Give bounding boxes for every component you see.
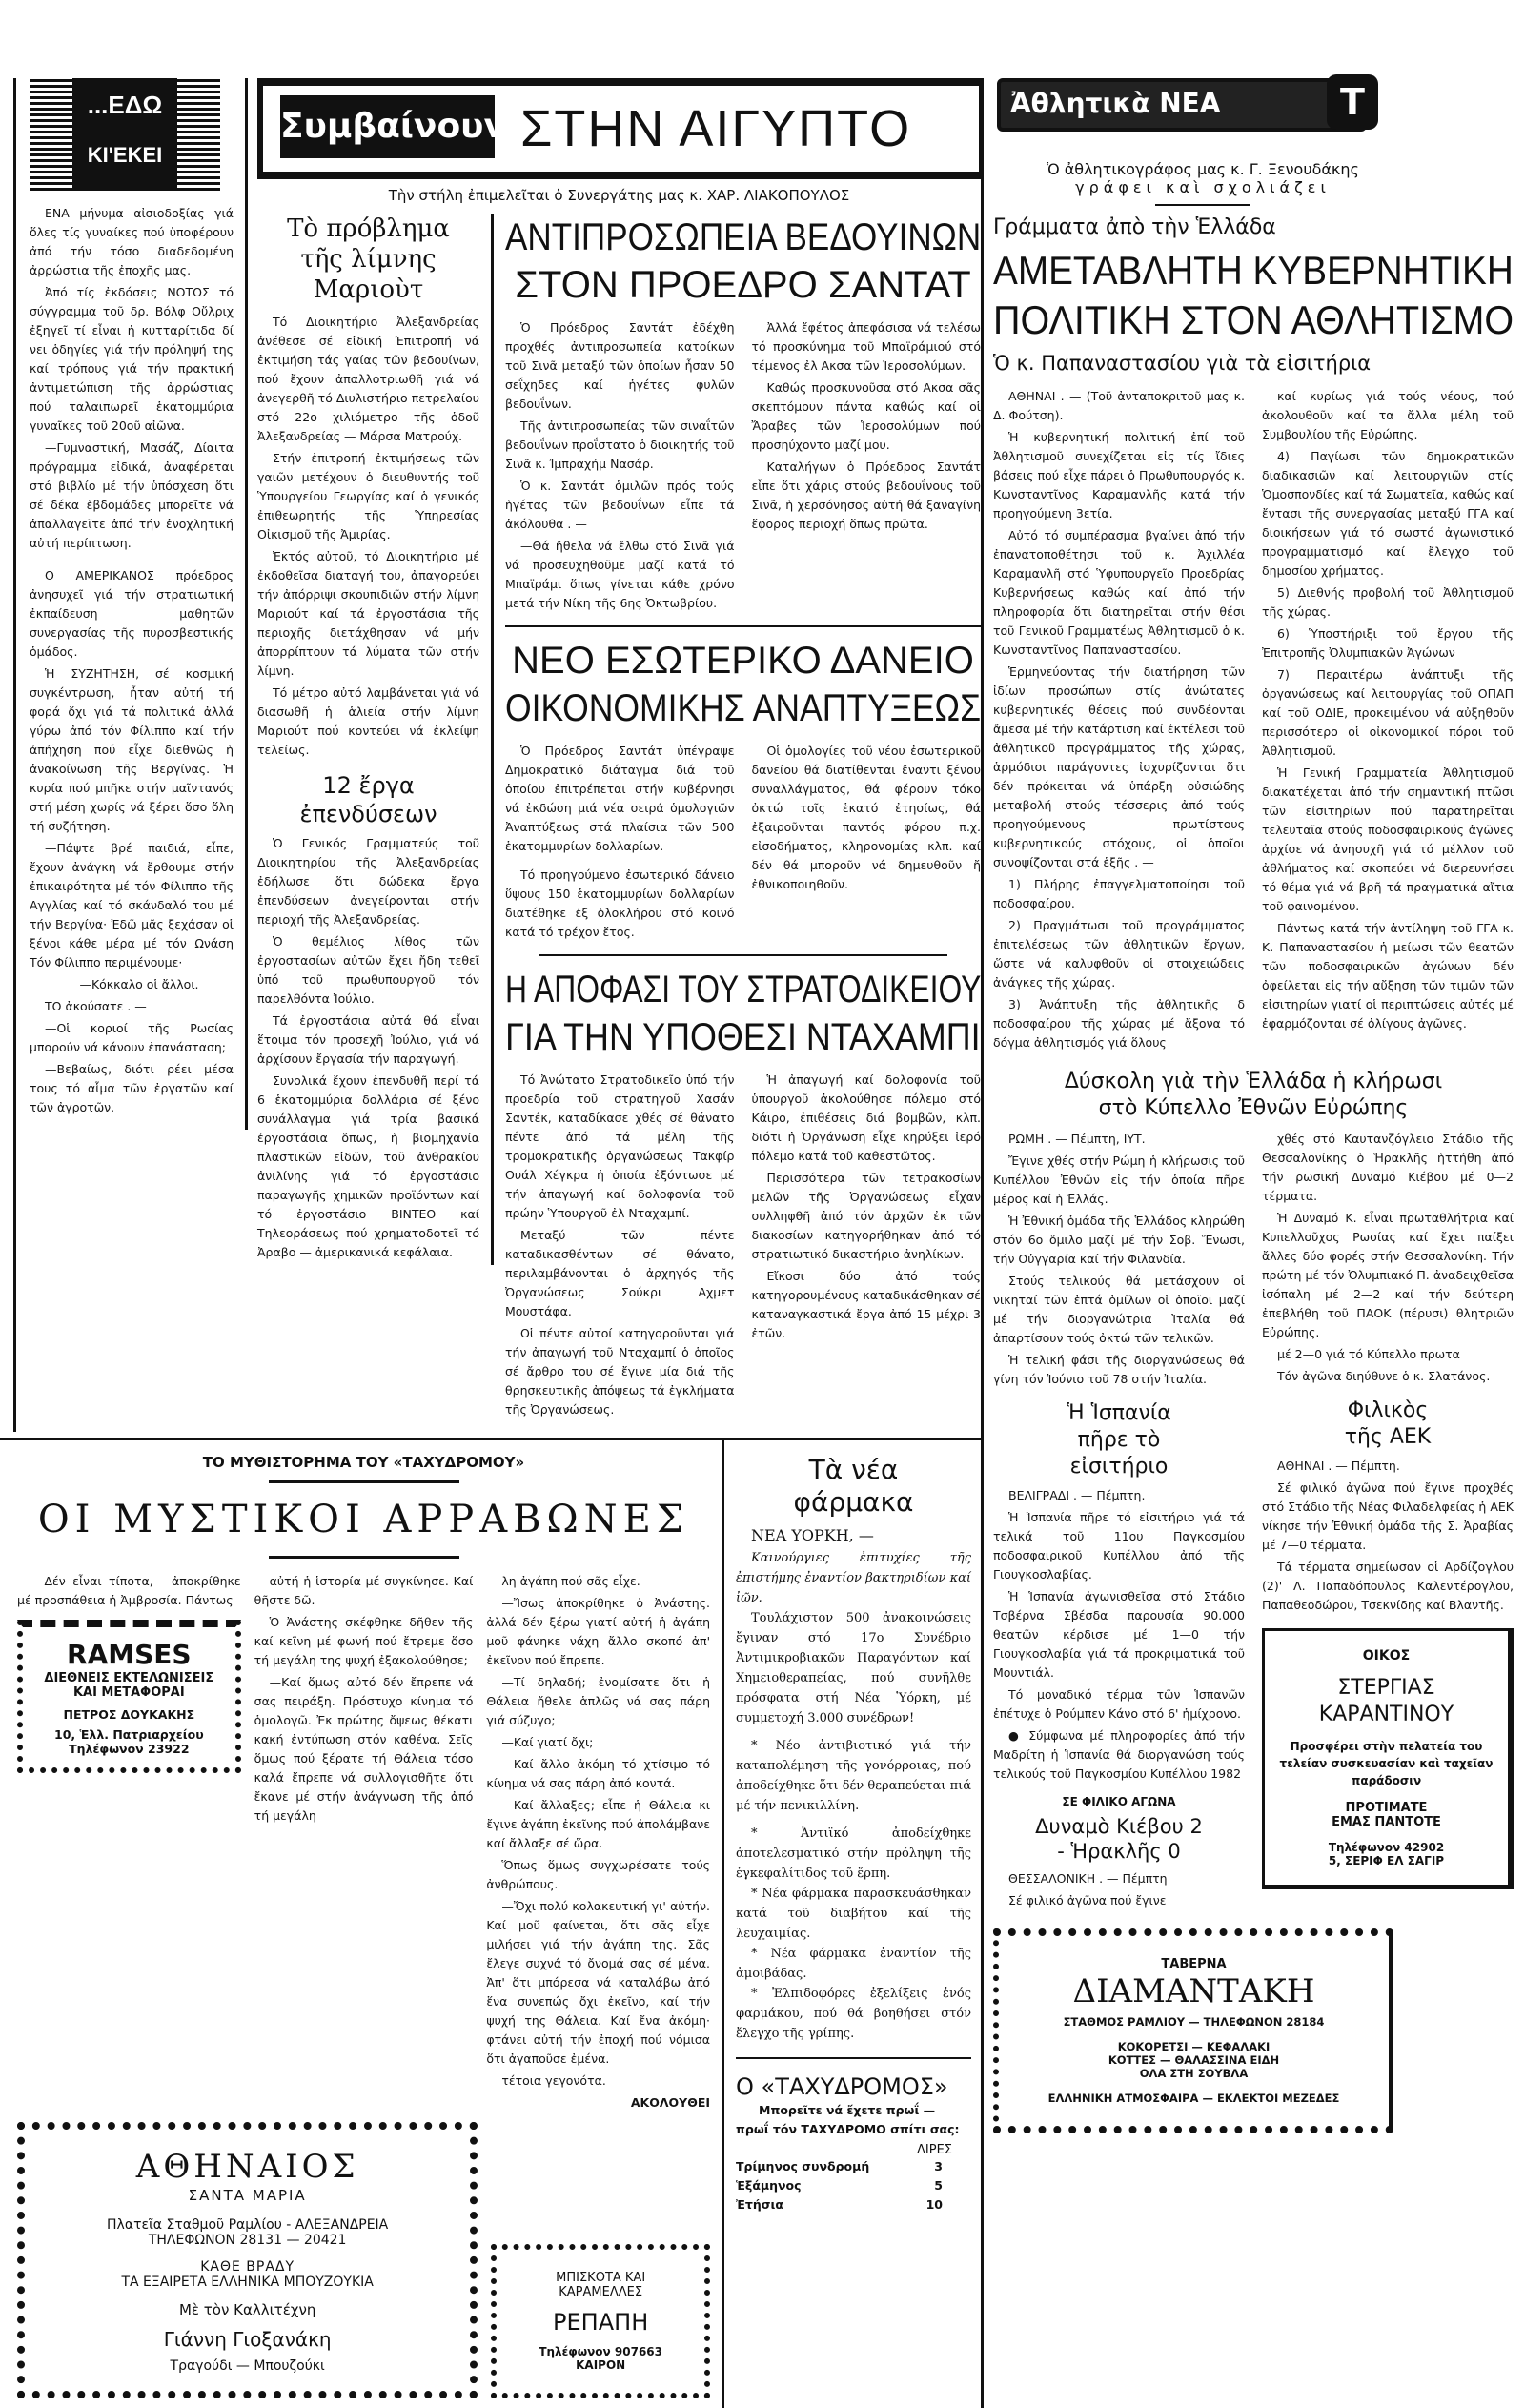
- serial-section: [0, 1440, 724, 2408]
- left-column-text: [30, 204, 234, 1117]
- repapi-line2: ΚΑΡΑΜΕΛΛΕΣ: [559, 2285, 643, 2299]
- repapi-phone: Τηλέφωνον 907663: [539, 2345, 662, 2358]
- sports-banner-title: Ἀθλητικὰ ΝΕΑ: [1010, 88, 1221, 119]
- sports-banner-badge: T: [1327, 74, 1378, 130]
- ramses-address: 10, Ἑλλ. Πατριαρχείου: [54, 1727, 204, 1742]
- court-paragraph: Εἴκοσι δύο ἀπό τούς κατηγορουμένους καταδικάσθηκαν σέ καταναγκαστικά ἔργα ἀπό 15 μέχρι 3 ἐτῶν.: [751, 1269, 981, 1340]
- left-column: [16, 78, 248, 1130]
- serial-paragraph: Ὅπως ὅμως συγχωρέσατε τούς ἀνθρώπους.: [486, 1858, 711, 1891]
- drugs-section: [724, 1440, 981, 2224]
- court-headline-line: ΓΙΑ ΤΗΝ ΥΠΟΘΕΣΙ ΝΤΑΧΑΜΠΙ: [505, 1016, 981, 1058]
- athinaios-name: ΑΘΗΝΑΙΟΣ: [135, 2148, 359, 2186]
- diamantaki-line1: ΚΟΚΟΡΕΤΣΙ — ΚΕΦΑΛΑΚΙ: [1117, 2040, 1271, 2053]
- stergias-slogan1: ΠΡΟΤΙΜΑΤΕ: [1345, 1801, 1428, 1815]
- sports-paragraph: 3) Ἀνάπτυξη τῆς ἀθλητικῆς δ ποδοσφαίρου τῆς χώρας μέ ἄξονα τό δόγμα ἀθλητισμός γιά ὅλους: [993, 997, 1245, 1050]
- left-paragraph: —Πάψτε βρέ παιδιά, εἶπε, ἔχουν ἀνάγκη νά ἔρθουμε στήν ἐπικαιρότητα μέ τόν Φίλιππο τῆς Αγγλίας καί τό σκάνδαλό του μέ τήν Βεργίνα· Ἐδῶ μᾶς ξεχάσαν οἱ ξένοι κάθε μέρα μέ τόν Ωνάση Τόν Φίλιππο περιμένουμε·: [30, 841, 234, 969]
- sports-paragraph: καί κυρίως γιά τούς νέους, πού ἀκολουθοῦν καί τα ἄλλα μέλη τοῦ Συμβουλίου τῆς Εὐρώπης.: [1262, 389, 1514, 441]
- spain-headline: [993, 1400, 1245, 1480]
- euro-paragraph: Ἡ Ἐθνική ὁμάδα τῆς Ἑλλάδος κληρώθη στόν 6ο ὅμιλο μαζί μέ τήν Σοβ. Ἕνωσι, τήν Οὐγγαρία καί τήν Φιλανδία.: [993, 1214, 1245, 1266]
- euro-headline-line: στὸ Κύπελλο Ἐθνῶν Εὐρώπης: [1098, 1096, 1409, 1120]
- section-rule: [269, 1556, 459, 1559]
- investments-paragraph: Ὁ Γενικός Γραμματεύς τοῦ Διοικητηρίου τῆς Ἀλεξανδρείας ἐδήλωσε ὅτι δώδεκα ἔργα ἐπενδύσεων ἀνεγείρονται στήν περιοχή τῆς Ἀλεξανδρείας.: [257, 836, 479, 927]
- symvainoun-badge: Συμβαίνουν: [280, 95, 495, 158]
- aek-headline-line: Φιλικὸς: [1347, 1398, 1429, 1422]
- court-paragraph: Μεταξύ τῶν πέντε καταδικασθέντων σέ θάνατο, περιλαμβάνονται ὁ ἀρχηγός τῆς Ὀργανώσεως Σούκρι Αχμετ Μουστάφα.: [505, 1228, 735, 1318]
- aek-headline-line: τῆς ΑΕΚ: [1344, 1425, 1432, 1449]
- euro-paragraph: Ἡ τελική φάσι τῆς διοργανώσεως θά γίνη τόν Ἰούνιο τοῦ 78 στήν Ἰταλία.: [993, 1353, 1245, 1386]
- ramses-name: RAMSES: [67, 1639, 192, 1670]
- drugs-paragraph: * Ἀντιϊκό ἀποδείχθηκε ἀποτελεσματικό στήν πρόληψη τῆς ἐγκεφαλίτιδος τοῦ ἕρπη.: [736, 1826, 971, 1881]
- sports-col1: [993, 387, 1245, 1055]
- loan-headline-line: ΟΙΚΟΝΟΜΙΚΗΣ ΑΝΑΠΤΥΞΕΩΣ: [505, 687, 981, 729]
- loan-paragraph: Ὁ Πρόεδρος Σαντάτ ὑπέγραψε Δημοκρατικό διάταγμα διά τοῦ ὁποίου ἐπιτρέπεται στήν κυβέρνησι νά ἐκδώση μιά νέα σειρά ὁμολογιῶν Ἀναπτύξεως στά πλαίσια τῶν 500 ἑκατομμυρίων δολλαρίων.: [505, 744, 735, 853]
- bedouins-paragraph: Ὁ Πρόεδρος Σαντάτ ἐδέχθη προχθές ἀντιπροσωπεία κατοίκων τοῦ Σινᾶ μεταξύ τῶν ὁποίων ἦσαν 50 σεΐχηδες καί ἡγέτες φυλῶν βεδουΐνων.: [505, 320, 735, 411]
- stergias-ad: [1262, 1628, 1514, 1889]
- diamantaki-line3: ΟΛΑ ΣΤΗ ΣΟΥΒΛΑ: [1139, 2067, 1249, 2080]
- serial-ads: [17, 2122, 710, 2398]
- edo-kiekei-logo: [30, 78, 220, 191]
- egypt-title: ΣΤΗΝ ΑΙΓΥΠΤΟ: [520, 100, 912, 157]
- athinaios-line2: ΤΑ ΕΞΑΙΡΕΤΑ ΕΛΛΗΝΙΚΑ ΜΠΟΥΖΟΥΚΙΑ: [121, 2275, 374, 2290]
- dynamo-paragraph: ΘΕΣΣΑΛΟΝΙΚΗ . — Πέμπτη: [1008, 1871, 1168, 1886]
- euro-paragraph: ΡΩΜΗ . — Πέμπτη, ΙΥΤ.: [1008, 1132, 1146, 1146]
- serial-paragraph: —Καί ὅμως αὐτό δέν ἔπρεπε νά σας πειράξη. Πρόστυχο κίνημα τό ὁμολογῶ. Ἐκ πρώτης ὄψεως θέκατι κακή ἐντύπωση στόν καθένα. Σεῖς ὅμως πού ξέρατε τή Θάλεια τόσο καλά ἔπρεπε νά συλλογισθῆτε ὅτι ἔκανε μέ στήν ἀνάγνωση τῆς ἀπό τή μεγάλη: [254, 1675, 474, 1823]
- sports-section-label: Γράμματα ἀπὸ τὴν Ἑλλάδα: [993, 215, 1276, 239]
- serial-paragraph: τέτοια γεγονότα.: [501, 2073, 606, 2088]
- serial-title: ΟΙ ΜΥΣΤΙΚΟΙ ΑΡΡΑΒΩΝΕΣ: [37, 1498, 690, 1541]
- spain-headline-line: Ἡ Ἱσπανία: [1067, 1401, 1171, 1425]
- repapi-ad: [491, 2244, 710, 2398]
- egypt-left-column: [257, 214, 494, 1265]
- section-rule: [505, 625, 981, 627]
- athinaios-artist: Γιάννη Γιοξανάκη: [163, 2328, 332, 2351]
- spain-paragraph: ● Σύμφωνα μέ πληροφορίες ἀπό τήν Μαδρίτη ἡ Ἱσπανία θά διοργανώση τούς τελικούς τοῦ Παγκοσμίου Κυπέλλου 1982: [993, 1728, 1245, 1781]
- egypt-articles: [257, 214, 981, 1422]
- drugs-dateline: ΝΕΑ ΥΟΡΚΗ, —: [751, 1526, 874, 1544]
- dynamo-paragraph: Σέ φιλικό ἀγῶνα πού ἔγινε: [1008, 1893, 1167, 1908]
- dynamo-headline-line: - Ἡρακλῆς 0: [1057, 1840, 1181, 1863]
- lake-headline-line: Μαριοὺτ: [313, 275, 424, 304]
- loan-paragraph: Τό προηγούμενο ἐσωτερικό δάνειο ὕψους 150 ἑκατομμυρίων δολλαρίων διατέθηκε ἐξ ὁλοκλήρου στό κοινό κατά τό τρέχον ἔτος.: [505, 867, 735, 939]
- left-middle-area: [0, 78, 984, 2408]
- section-rule: [736, 2057, 971, 2059]
- bedouins-headline: [505, 214, 981, 309]
- investments-headline: [257, 771, 479, 828]
- court-paragraph: Οἱ πέντε αὐτοί κατηγοροῦνται γιά τήν ἀπαγωγή τοῦ Νταχαμπί ὁ ὁποῖος σέ ἄρθρο του σέ ἔγινε μία διά τῆς θρησκευτικῆς ἀπόψεως τά ἐγκλήματα τῆς Ὀργανώσεως.: [505, 1326, 735, 1417]
- spain-headline-line: πῆρε τὸ: [1077, 1428, 1161, 1452]
- drugs-paragraph: Τουλάχιστον 500 ἀνακοινώσεις ἔγιναν στό 17ο Συνέδριο Ἀντιμικροβιακῶν Παραγόντων καί Χημειοθεραπείας, πού συνῆλθε πρόσφατα στή Νέα Ὑόρκη, μέ συμμετοχή 3.000 συνέδρων!: [736, 1611, 971, 1725]
- left-paragraph: ΤΟ ἀκούσατε . —: [45, 999, 147, 1013]
- euro-body: [993, 1130, 1514, 1913]
- investments-paragraph: Ὁ θεμέλιος λίθος τῶν ἐργοστασίων αὐτῶν ἔχει ἤδη τεθεῖ ὑπό τοῦ πρωθυπουργοῦ τόν παρελθόντα Ἰούλιο.: [257, 934, 479, 1006]
- court-paragraph: Ἡ ἀπαγωγή καί δολοφονία τοῦ ὑπουργοῦ ἀκολούθησε πόλεμο στό Κάιρο, ἐπιθέσεις διά βομβῶν, κλπ. διότι ἡ Ὀργάνωση εἶχε κηρύξει ἱερό πόλεμο κατά τοῦ καθεστῶτος.: [751, 1072, 981, 1163]
- repapi-city: ΚΑΙΡΟΝ: [576, 2358, 626, 2372]
- court-paragraph: Περισσότερα τῶν τετρακοσίων μελῶν τῆς Ὀργανώσεως εἶχαν συλληφθῆ ἀπό τόν ἀρχῶν ἐκ τῶν διακοσίων κατηγορήθηκαν ἀπό τό στρατιωτικό δικαστήριο ἀνηλίκων.: [751, 1171, 981, 1261]
- stergias-slogan2: ΕΜΑΣ ΠΑΝΤΟΤΕ: [1332, 1815, 1441, 1829]
- loan-body: [505, 742, 981, 945]
- aek-paragraph: Τά τέρματα σημείωσαν οἱ Αρδίζογλου (2)' Λ. Παπαδόπουλος Καλεντέρογλου, Παπαθεοδώρου, Τσεκνίδης καί Βλαντῆς.: [1262, 1560, 1514, 1612]
- athinaios-ad: [17, 2122, 478, 2398]
- athinaios-phone: ΤΗΛΕΦΩΝΟΝ 28131 — 20421: [148, 2233, 347, 2248]
- lake-paragraph: Ἐκτός αὐτοῦ, τό Διοικητήριο μέ ἐκδοθεῖσα διαταγή του, ἀπαγορεύει τήν ἀπόρριψι σκουπιδιῶν στήν λίμνη Μαριούτ καί τά ἐργοστάσια τῆς περιοχῆς διετάχθησαν νά μήν ἀπορρίπτουν τά λύματα τῶν στήν λίμνη.: [257, 549, 479, 678]
- court-body-col2: [752, 1071, 982, 1422]
- repapi-line1: ΜΠΙΣΚΟΤΑ ΚΑΙ: [556, 2271, 646, 2285]
- stergias-kicker: ΟΙΚΟΣ: [1362, 1648, 1411, 1663]
- spain-paragraph: Ἡ Ἱσπανία ἀγωνισθεῖσα στό Στάδιο Τσβέρνα Σβέσδα παρουσία 90.000 θεατῶν κέρδισε μέ 1—0 τήν Γιουγκοσλαβία γιά τά προκριματικά τοῦ Μουντιάλ.: [993, 1589, 1245, 1680]
- euro-paragraph: Ἔγινε χθές στήν Ρώμη ἡ κλήρωσις τοῦ Κυπέλλου Ἐθνῶν εἰς τήν ὁποία πῆρε μέρος καί ἡ Ἑλλάς.: [993, 1153, 1245, 1206]
- sports-subhead: Ὁ κ. Παπαναστασίου γιὰ τὰ εἰσιτήρια: [993, 352, 1372, 375]
- ramses-line2: ΚΑΙ ΜΕΤΑΦΟΡΑΙ: [72, 1685, 185, 1700]
- logo-line2: ΚΙ'ΕΚΕΙ: [87, 143, 163, 167]
- taxydromos-rates: [736, 2157, 971, 2214]
- sports-byline1: Ὁ ἀθλητικογράφος μας κ. Γ. Ξενουδάκης: [1047, 160, 1359, 178]
- drugs-paragraph: * Ἐλπιδοφόρες ἐξελίξεις ἑνός φαρμάκου, πού θά βοηθήσει στόν ἔλεγχο τῆς γρίπης.: [736, 1987, 971, 2041]
- loan-headline-line: ΝΕΟ ΕΣΩΤΕΡΙΚΟ ΔΑΝΕΙΟ: [512, 640, 974, 682]
- ramses-phone: Τηλέφωνον 23922: [69, 1742, 190, 1756]
- section-rule: [539, 954, 947, 956]
- bedouins-body-col2: [752, 318, 982, 616]
- sports-headline: [993, 246, 1514, 345]
- sports-headline-line: ΠΟΛΙΤΙΚΗ ΣΤΟΝ ΑΘΛΗΤΙΣΜΟ: [993, 297, 1514, 342]
- sports-col2: [1262, 387, 1514, 1055]
- euro-paragraph: Ἡ Δυναμό Κ. εἶναι πρωταθλήτρια καί Κυπελλοῦχος Ρωσίας καί ἔχει παίξει ἄλλες δύο φορές στήν Θεσσαλονίκη. Τήν πρώτη μέ τόν Ὀλυμπιακό Π. ἀναδειχθεῖσα ἰσόπαλη μέ 2—2 καί τήν δεύτερη ἐπεβλήθη τοῦ ΠΑΟΚ (πέρυσι) θλητριῶν Εὐρώπης.: [1262, 1211, 1514, 1339]
- left-paragraph: —Κόκκαλο οἱ ἄλλοι.: [79, 977, 199, 991]
- friendly-label: ΣΕ ΦΙΛΙΚΟ ΑΓΩΝΑ: [1062, 1795, 1176, 1808]
- bedouins-headline-line: ΑΝΤΙΠΡΟΣΩΠΕΙΑ ΒΕΔΟΥΙΝΩΝ: [505, 216, 981, 258]
- serial-paragraph: —Καί ἄλλο ἀκόμη τό χτίσιμο τό κίνημα νά σας πάρη ἀπό κοντά.: [486, 1757, 711, 1790]
- euro-right: [1262, 1130, 1514, 1913]
- lake-body: [257, 313, 479, 760]
- investments-paragraph: Συνολικά ἔχουν ἐπενδυθῆ περί τά 6 ἑκατομμύρια δολλάρια σέ ξένο συνάλλαγμα γιά τρία βασικά ἐργοστάσια ὅπως, ἡ βιομηχανία πλαστικῶν εἰδῶν, τοῦ ἀνθρακίου ἀνιλίνης γιά τό ἐργοστάσιο παραγωγῆς χημικῶν προϊόντων καί τό ἐργοστάσιο ΒΙΝΤΕΟ καί Τηλεοράσεως πού χρηματοδοτεῖ τό Ἀραβο — ἀμερικανικά κεφάλαια.: [257, 1073, 479, 1259]
- euro-col2: [1262, 1130, 1514, 1386]
- stergias-text: Προσφέρει στὴν πελατεία του τελείαν συσκευασίαν καὶ ταχεῖαν παράδοσιν: [1279, 1740, 1494, 1787]
- sports-paragraph: 6) Ὑποστήριξι τοῦ ἔργου τῆς Ἐπιτροπῆς Ὀλυμπιακῶν Ἀγώνων: [1262, 626, 1514, 660]
- diamantaki-line2: ΚΟΤΤΕΣ — ΘΑΛΑΣΣΙΝΑ ΕΙΔΗ: [1108, 2053, 1280, 2067]
- serial-col3: [486, 1572, 710, 2112]
- sports-paragraph: 4) Παγίωσι τῶν δημοκρατικῶν διαδικασιῶν καί λειτουργιῶν στίς Ὁμοσπονδίες καί τά Σωματεῖα, καθώς καί ἔντασι τῆς συνεργασίας μεταξύ ΓΓΑ καί διοικήσεων γιά τό σωστό ἀγωνιστικό προγραμματισμό καί ἔλεγχο τοῦ δημοσίου χρήματος.: [1262, 449, 1514, 578]
- euro-paragraph: μέ 2—0 γιά τό Κύπελλο πρωτα: [1277, 1347, 1460, 1361]
- investments-paragraph: Τά ἐργοστάσια αὐτά θά εἶναι ἕτοιμα τόν προσεχῆ Ἰούλιο, γιά νά ἀρχίσουν ἔργασία τήν παραγωγή.: [257, 1013, 479, 1066]
- serial-paragraph: Ὁ Ἀνάστης σκέφθηκε δῆθεν τῆς καί κεῖνη μέ φωνή πού ἔτρεμε ὅσο τή μεγάλη της ψυχή ἐξακολούθησε;: [254, 1615, 474, 1667]
- section-rule: [269, 1480, 459, 1483]
- drugs-paragraph: * Νέο ἀντιβιοτικό γιά τήν καταπολέμηση τῆς γονόρροιας, πού ἀποδείχθηκε ὅτι δέν θεραπεύεται πιά μέ τήν πενικιλλίνη.: [736, 1739, 971, 1813]
- aek-paragraph: ΑΘΗΝΑΙ . — Πέμπτη.: [1277, 1459, 1400, 1473]
- athinaios-address: Πλατεῖα Σταθμοῦ Ραμλίου - ΑΛΕΞΑΝΔΡΕΙΑ: [107, 2217, 389, 2233]
- sports-paragraph: Ἑρμηνεύοντας τήν διατήρηση τῶν ἰδίων προσώπων στίς ἀνώτατες κυβερνητικές θέσεις πού συνδέονται ἄμεσα μέ τήν κατάρτιση καί ἐκτέλεσι τοῦ ἀθλητικοῦ προγράμματος τῆς χώρας, ἁρμόδιοι παράγοντες ἰσχυρίζονται ὅτι δέν πρόκειται νά ὑπάρξη οὐσιώδης μεταβολή στούς τέσσερις ἀπό τούς προηγούμενους πρωτίστους κυβερνητικούς στόχους, οἱ ὁποῖοι συνοψίζονται στά ἑξῆς . —: [993, 664, 1245, 869]
- drugs-body: [736, 1548, 971, 2044]
- taxydromos-text: Μπορεῖτε νά ἔχετε πρωΐ — πρωΐ τόν ΤΑΧΥΔΡΟΜΟ σπίτι σας:: [736, 2103, 960, 2136]
- serial-kicker: ΤΟ ΜΥΘΙΣΤΟΡΗΜΑ ΤΟΥ «ΤΑΧΥΔΡΟΜΟΥ»: [202, 1454, 525, 1471]
- spain-paragraph: ΒΕΛΙΓΡΑΔΙ . — Πέμπτη.: [1008, 1488, 1146, 1502]
- ramses-owner: ΠΕΤΡΟΣ ΔΟΥΚΑΚΗΣ: [63, 1707, 195, 1722]
- sports-paragraph: Αὐτό τό συμπέρασμα βγαίνει ἀπό τήν ἐπανατοποθέτησι τοῦ κ. Ἀχιλλέα Καραμανλῆ στό Ὑφυπουργεῖο Προεδρίας Κυβερνήσεως καθώς καί ἀπό τήν πληροφορία ὅτι διατηρεῖται στήν θέσι τοῦ Γενικοῦ Γραμματέως Ἀθλητισμοῦ ὁ κ. Κωνσταντῖνος Παπαναστασίου.: [993, 528, 1245, 657]
- bedouins-paragraph: Ἀλλά ἔφέτος ἀπεφάσισα νά τελέσω τό προσκύνημα τοῦ Μπαϊράμιού στό τέμενος ἐλ Ακσα τῶν Ἱεροσολύμων.: [751, 320, 981, 373]
- court-body: [505, 1071, 981, 1422]
- egypt-masthead: [257, 78, 981, 179]
- sports-byline2: γράφει καὶ σχολιάζει: [1075, 178, 1331, 196]
- lake-paragraph: Τό μέτρο αὐτό λαμβάνεται γιά νά διασωθῆ ἡ ἁλιεία στήν λίμνη Μαριούτ πού κοντεύει νά ἐκλείψη τελείως.: [257, 685, 479, 757]
- euro-left: [993, 1130, 1245, 1913]
- diamantaki-kicker: ΤΑΒΕΡΝΑ: [1161, 1957, 1227, 1971]
- serial-paragraph: —Δέν εἶναι τίποτα, - ἀποκρίθηκε μέ προσπάθεια ἡ Ἀμβροσία. Πάντως: [17, 1574, 241, 1607]
- serial-paragraph: —Ἴσως ἀποκρίθηκε ὁ Ἀνάστης. ἀλλά δέν ξέρω γιατί αὐτή ἡ ἀγάπη μοῦ φάνηκε νάχη ἄλλο σκοπό ἀπ' ἐκεῖνον πού ἔπρεπε.: [486, 1596, 711, 1667]
- diamantaki-ad: [993, 1928, 1393, 2133]
- bedouins-headline-line: ΣΤΟΝ ΠΡΟΕΔΡΟ ΣΑΝΤΑΤ: [515, 264, 971, 306]
- lake-headline: [257, 214, 479, 305]
- athinaios-with: Μὲ τὸν Καλλιτέχνη: [178, 2301, 316, 2318]
- sports-banner: [997, 78, 1367, 132]
- bottom-section: [0, 1438, 981, 2408]
- bedouins-paragraph: Καταλήγων ὁ Πρόεδρος Σαντάτ εἶπε ὅτι χάρις στούς βεδουΐνους τοῦ Σινᾶ, ἡ χερσόνησος αὐτή θά ξαναγίνη ἔφορος περιοχή ὅπως πρῶτα.: [751, 459, 981, 531]
- diamantaki-footer: ΕΛΛΗΝΙΚΗ ΑΤΜΟΣΦΑΙΡΑ — ΕΚΛΕΚΤΟΙ ΜΕΖΕΔΕΣ: [1047, 2092, 1340, 2105]
- drugs-headline: [736, 1454, 971, 1519]
- loan-paragraph: Οἱ ὁμολογίες τοῦ νέου ἐσωτερικοῦ δανείου θά διατίθενται ἔναντι ξένου συναλλάγματος, θά φέρουν τόκο ὀκτώ τοῖς ἑκατό ἐτησίως, θά ἐξαιροῦνται παντός φόρου π.χ. εἰσοδήματος, κληρονομίας κλπ. καί δέν θά μποροῦν νά δημευθοῦν ἤ ἐθνικοποιηθοῦν.: [751, 744, 981, 891]
- left-paragraph: —Βεβαίως, διότι ρέει μέσα τους τό αἷμα τῶν ἐργατῶν καί τῶν ἀγροτῶν.: [30, 1062, 234, 1114]
- rate-row: [736, 2176, 943, 2195]
- court-headline: [505, 966, 981, 1061]
- serial-col1: [17, 1572, 241, 1610]
- bedouins-paragraph: Καθώς προσκυνοῦσα στό Ακσα σᾶς σκεπτόμουν πάντα καθώς καί οἱ Ἄραβες τῶν Ἱεροσολύμων πού προσηύχοντο μαζί μου.: [751, 380, 981, 452]
- left-paragraph: —Οἱ κοριοί τῆς Ρωσίας μπορούν νά κάνουν ἐπανάσταση;: [30, 1021, 234, 1054]
- sports-paragraph: Πάντως κατά τήν ἀντίληψη τοῦ ΓΓΑ κ. Κ. Παπαναστασίου ἡ μείωσι τῶν θεατῶν τῶν ποδοσφαιρικῶν ἀγώνων δέν ὀφείλεται εἰς τήν αὔξηση τῶν τιμῶν τῶν εἰσιτηρίων γιατί οἱ περιπτώσεις αὐτές μέ ἐφαρμόζονται σέ ὀλίγους ἀγῶνες.: [1262, 921, 1514, 1031]
- serial-paragraph: —Ὄχι πολύ κολακευτική γι' αὐτήν. Καί μοῦ φαίνεται, ὅτι σᾶς εἶχε μιλήσει γιά τήν ἀγάπη της. Σᾶς ἔλεγε συχνά τό ὄνομά σας σέ μένα. Ἀπ' ὅτι μπόρεσα νά καταλάβω ἀπό ἕνα συνεπώς ὄχι ἐκεῖνο, καί τήν ψυχή της Θάλεια. Καί ἔνα ἀκόμη· φτάνει αὐτή τήν ἐποχή πού νόμισα ὅτι ἀγαποῦσε ἐμένα.: [486, 1899, 711, 2066]
- egypt-byline: Τὴν στήλη ἐπιμελεῖται ὁ Συνεργάτης μας κ. ΧΑΡ. ΛΙΑΚΟΠΟΥΛΟΣ: [388, 187, 850, 204]
- section-rule: [1155, 204, 1250, 206]
- bedouins-paragraph: Τῆς ἀντιπροσωπείας τῶν σιναΐτῶν βεδουΐνων προΐστατο ὁ διοικητής τοῦ Σινᾶ κ. Ἰμπραχήμ Νασάρ.: [505, 418, 735, 471]
- lake-headline-line: τῆς λίμνης: [300, 245, 437, 274]
- left-paragraph: Ο ΑΜΕΡΙΚΑΝΟΣ πρόεδρος ἀνησυχεῖ γιά τήν στρατιωτική ἐκπαίδευση μαθητῶν συνεργασίας τῆς πυροσβεστικής ὁμάδος.: [30, 568, 234, 659]
- ramses-line1: ΔΙΕΘΝΕΙΣ ΕΚΤΕΛΩΝΙΣΕΙΣ: [44, 1671, 214, 1685]
- sports-body: [993, 387, 1514, 1055]
- serial-col1-area: [17, 1572, 241, 1788]
- ramses-ad: [17, 1620, 241, 1773]
- euro-headline-line: Δύσκολη γιὰ τὴν Ἑλλάδα ἡ κλήρωσι: [1064, 1070, 1443, 1093]
- left-paragraph: Ἡ ΣΥΖΗΤΗΣΗ, σέ κοσμική συγκέντρωση, ἦταν αὐτή τή φορά ὄχι γιά τά πολιτικά ἀλλά γύρω ἀπό τόν Φίλιππο καί τήν ἀπήχηση πού εἶχε διεθνῶς ἡ ἀνακοίνωση τῆς Βεργίνας. Ἡ κυρία πού μπῆκε στήν μαῖντανός στή μέση χωρίς νά ξέρει ὅσο ὅλη τή συζήτηση.: [30, 666, 234, 833]
- athinaios-line1: ΚΑΘΕ ΒΡΑΔΥ: [200, 2259, 295, 2275]
- taxydromos-currency: ΛΙΡΕΣ: [917, 2143, 952, 2157]
- stergias-name2: ΚΑΡΑΝΤΙΝΟΥ: [1318, 1703, 1454, 1726]
- spain-paragraph: Ἡ Ἱσπανία πῆρε τό εἰσιτήριο γιά τά τελικά τοῦ 11ου Παγκοσμίου ποδοσφαιρικοῦ Κυπέλλου ἀπό τῆς Γιουγκοσλαβίας.: [993, 1510, 1245, 1582]
- court-body-col1: [505, 1071, 735, 1422]
- sports-headline-line: ΑΜΕΤΑΒΛΗΤΗ ΚΥΒΕΡΝΗΤΙΚΗ: [993, 248, 1514, 293]
- serial-columns: [17, 1572, 710, 2112]
- bedouins-paragraph: Ὁ κ. Σαντάτ ὁμιλῶν πρός τούς ἡγέτας τῶν βεδουΐνων εἶπε τά ἀκόλουθα . —: [505, 479, 735, 531]
- aek-body: [1262, 1457, 1514, 1615]
- loan-body-col1: [505, 742, 735, 945]
- serial-paragraph: —Τί δηλαδή; ἐνομίσατε ὅτι ἡ Θάλεια ἤθελε ἁπλῶς νά σας πάρη γιά σύζυγο;: [486, 1675, 711, 1727]
- rate-value: 5: [934, 2178, 943, 2193]
- serial-paragraph: —Καί γιατί ὄχι;: [501, 1735, 594, 1749]
- aek-paragraph: Σέ φιλικό ἀγῶνα πού ἔγινε προχθές στό Στάδιο τῆς Νέας Φιλαδελφείας ἡ ΑΕΚ νίκησε τήν Ἐθνική ὁμάδα τῆς Σ. Ἀραβίας μέ 7—0 τέρματα.: [1262, 1480, 1514, 1552]
- bedouins-body: [505, 318, 981, 616]
- page-grid: [0, 78, 1525, 2408]
- court-headline-line: Η ΑΠΟΦΑΣΙ ΤΟΥ ΣΤΡΑΤΟΔΙΚΕΙΟΥ: [505, 969, 981, 1010]
- sports-paragraph: Ἡ Γενική Γραμματεία Ἀθλητισμοῦ διακατέχεται ἀπό τήν σημαντική πτῶσι τῶν εἰσιτηρίων πού παρατηρεῖται τελευταῖα στούς ποδοσφαιρικούς ἀγῶνες ἀρχίσε νά ἀνησυχῆ γιά τό μέλλον τοῦ ἀθλήματος καί σκοπεύει νά διερευνήσει τό θέμα γιά νά βρῆ τά πραγματικά αἴτια τοῦ φαινομένου.: [1262, 765, 1514, 913]
- dynamo-headline-line: Δυναμὸ Κιέβου 2: [1035, 1815, 1203, 1838]
- athinaios-subtitle: ΣΑΝΤΑ ΜΑΡΙΑ: [188, 2187, 307, 2204]
- stergias-address: 5, ΣΕΡΙΦ ΕΛ ΣΑΓΙΡ: [1328, 1854, 1445, 1867]
- stergias-name1: ΣΤΕΡΓΙΑΣ: [1337, 1676, 1435, 1700]
- serial-col2: [254, 1572, 474, 1828]
- top-section: [13, 78, 981, 1432]
- left-paragraph: Ἀπό τίς ἐκδόσεις ΝΟΤΟΣ τό σύγγραμμα τοῦ δρ. Βόλφ Οὔλριχ ἐξηγεῖ τί εἶναι ἡ κυτταρίτιδα δί νει ὁδηγίες γιά τήν πρόληψή της καί τρόπους γιά τήν πρακτική ἀντιμετώπιση τῆς ἀρρώστιας πού ταλαιπωρεῖ ἑκατομμύρια γυναῖκες τοῦ 20οῦ αἰῶνα.: [30, 285, 234, 433]
- euro-col1: [993, 1130, 1245, 1389]
- investments-headline-line: 12 ἔργα: [322, 772, 415, 799]
- serial-paragraph: αὐτή ἡ ἱστορία μέ συγκίνησε. Καί θῆστε δῶ.: [254, 1574, 474, 1607]
- spain-paragraph: Τό μοναδικό τέρμα τῶν Ἱσπανῶν ἐπέτυχε ὁ Ρούμπεν Κάνο στό 6' ἡμίχρονο.: [993, 1687, 1245, 1721]
- investments-body: [257, 834, 479, 1262]
- sports-paragraph: 1) Πλήρης ἐπαγγελματοποίησι τοῦ ποδοσφαίρου.: [993, 877, 1245, 910]
- athinaios-genre: Τραγούδι — Μπουζούκι: [170, 2358, 325, 2374]
- stergias-phone: Τηλέφωνον 42902: [1328, 1841, 1445, 1854]
- loan-headline: [505, 637, 981, 732]
- sports-paragraph: Ἡ κυβερνητική πολιτική ἐπί τοῦ Ἀθλητισμοῦ συνεχίζεται εἰς τίς ἴδιες βάσεις πού εἶχε πάρει ὁ Πρωθυπουργός κ. Κωνσταντῖνος Καραμανλῆς κατά τήν προηγούμενη 3ετία.: [993, 430, 1245, 520]
- rate-label: Ἑξάμηνος: [736, 2178, 802, 2193]
- drugs-headline-line: Τὰ νέα: [808, 1454, 899, 1485]
- euro-paragraph: Στούς τελικούς θά μετάσχουν οἱ νικηταί τῶν ἑπτά ὁμίλων οἱ ὁποῖοι μαζί μέ τήν διοργανώτρια Ἰταλία θά ἀπαρτίσουν τούς ὀκτώ τῶν τελικῶν.: [993, 1274, 1245, 1345]
- bedouins-paragraph: —Θά ἤθελα νά ἔλθω στό Σινᾶ γιά νά προσευχηθοῦμε μαζί κατά τό Μπαϊράμι ὅπως γίνεται κάθε χρόνο μετά τήν Νίκη τῆς 6ης Ὀκτωβρίου.: [505, 539, 735, 610]
- serial-paragraph: λη ἀγάπη πού σᾶς εἶχε.: [501, 1574, 640, 1588]
- left-paragraph: —Γυμναστική, Μασάζ, Δίαιτα πρόγραμμα εἰδικά, ἀναφέρεται στό βιβλίο μέ τήν ὑπόσχεση ὅτι σέ δέκα ἑβδομάδες μπορεῖτε νά ἀπαλλαγεῖτε ἀπό τήν ἐνοχλητική αὐτή περίπτωση.: [30, 440, 234, 550]
- egypt-section: [248, 78, 981, 1432]
- sports-paragraph: ΑΘΗΝΑΙ . — (Τοῦ ἀνταποκριτοῦ μας κ. Δ. Φούτση).: [993, 389, 1245, 422]
- repapi-name: ΡΕΠΑΠΗ: [553, 2309, 649, 2336]
- sports-section: [984, 78, 1525, 2143]
- drugs-paragraph: * Νέα φάρμακα ἐναντίον τῆς ἀμοιβάδας.: [736, 1947, 971, 1981]
- euro-paragraph: χθές στό Καυτανζόγλειο Στάδιο τῆς Θεσσαλονίκης ὁ Ἡρακλῆς ἡττήθη ἀπό τήν ρωσική Δυναμό Κιέβου μέ 0—2 τέρματα.: [1262, 1132, 1514, 1203]
- euro-headline: [993, 1069, 1514, 1122]
- lake-paragraph: Τό Διοικητήριο Ἀλεξανδρείας ἀνέθεσε σέ εἰδική Ἐπιτροπή νά ἐκτιμήση τάς γαίας τῶν βεδουίνων, πού ἔχουν ἀπαλλοτριωθῆ γιά νά ἀνεγερθῆ τό Διυλιστήριο πετρελαίου στό 22ο χιλιόμετρο τῆς ὁδοῦ Ἀλεξανδρείας — Μάρσα Ματρούχ.: [257, 315, 479, 443]
- lake-paragraph: Στήν ἐπιτροπή ἐκτιμήσεως τῶν γαιῶν μετέχουν ὁ διευθυντής τοῦ Ὑπουργείου Γεωργίας καί ὁ γενικός ἐπιθεωρητής τῆς Ὑπηρεσίας Οἰκισμοῦ τῆς Ἀμιρίας.: [257, 451, 479, 541]
- spain-headline-line: εἰσιτήριο: [1069, 1455, 1169, 1479]
- dynamo-headline: [993, 1814, 1245, 1864]
- left-paragraph: ΕΝΑ μήνυμα αἰσιοδοξίας γιά ὅλες τίς γυναίκες πού ὑποφέρουν ἀπό τήν τόσο διαδεδομένη ἀρρώστια τῆς ἐποχῆς μας.: [30, 206, 234, 277]
- euro-paragraph: Τόν ἀγῶνα διηύθυνε ὁ κ. Σλατάνος.: [1277, 1369, 1491, 1383]
- spain-body: [993, 1486, 1245, 1784]
- rate-row: [736, 2195, 943, 2214]
- rate-row: [736, 2157, 943, 2176]
- loan-body-col2: [752, 742, 982, 945]
- sports-paragraph: 5) Διεθνής προβολή τοῦ Ἀθλητισμοῦ τῆς χώρας.: [1262, 585, 1514, 619]
- sports-paragraph: 7) Περαιτέρω ἀνάπτυξι τῆς ὀργανώσεως καί λειτουργίας τοῦ ΟΠΑΠ καί τοῦ ΟΔΙΕ, προκειμένου νά αὐξηθοῦν περισσότερο οἱ οἰκονομικοί πόροι τοῦ Ἀθλητισμοῦ.: [1262, 667, 1514, 758]
- egypt-right-column: [494, 214, 981, 1422]
- taxydromos-title: Ο «ΤΑΧΥΔΡΟΜΟΣ»: [736, 2073, 948, 2100]
- diamantaki-name: ΔΙΑΜΑΝΤΑΚΗ: [1072, 1972, 1315, 2010]
- sports-paragraph: 2) Πραγμάτωσι τοῦ προγράμματος ἐπιτελέσεως τῶν ἀθλητικῶν ἔργων, ὥστε νά καλυφθοῦν οἱ στοιχειώδεις ἀνάγκες τῆς χώρας.: [993, 918, 1245, 990]
- drugs-paragraph: * Νέα φάρμακα παρασκευάσθηκαν κατά τοῦ διαβήτου καί τῆς λευχαιμίας.: [736, 1887, 971, 1941]
- logo-line1: ...ΕΔΩ: [87, 91, 163, 119]
- investments-headline-line: ἐπενδύσεων: [299, 801, 437, 827]
- continued-label: ΑΚΟΛΟΥΘΕΙ: [630, 2095, 711, 2110]
- aek-headline: [1262, 1398, 1514, 1451]
- rate-label: Ἐτήσια: [736, 2197, 783, 2212]
- rate-value: 3: [934, 2159, 943, 2173]
- diamantaki-address: ΣΤΑΘΜΟΣ ΡΑΜΛΙΟΥ — ΤΗΛΕΦΩΝΟΝ 28184: [1063, 2015, 1325, 2029]
- court-paragraph: Τό Ἀνώτατο Στρατοδικεῖο ὑπό τήν προεδρία τοῦ στρατηγοῦ Χασάν Σαντέκ, καταδίκασε χθές σέ θάνατο πέντε ἀπό τά μέλη τῆς τρομοκρατικῆς ὀργανώσεως Τακφίρ Ουάλ Χέγκρα ἡ ὁποία ἐξόντωσε μέ τήν ἀπαγωγή καί δολοφονία τοῦ πρώην Ὑπουργοῦ ἐλ Νταχαμπί.: [505, 1072, 735, 1220]
- drugs-headline-line: φάρμακα: [793, 1486, 914, 1518]
- rate-label: Τρίμηνος συνδρομή: [736, 2159, 870, 2173]
- serial-paragraph: —Καί ἄλλαξες; εἶπε ἡ Θάλεια κι ἔγινε ἀγάπη ἐκεῖνης πού ἀπολάμβανε καί ἄλλαξε σέ ὥρα.: [486, 1798, 711, 1850]
- lake-headline-line: Τὸ πρόβλημα: [287, 214, 450, 243]
- rate-value: 10: [925, 2197, 943, 2212]
- bedouins-body-col1: [505, 318, 735, 616]
- drugs-paragraph: Καινούργιες ἐπιτυχίες τῆς ἐπιστήμης ἐναντίον βακτηριδίων καί ἰῶν.: [736, 1551, 971, 1605]
- dynamo-body: [993, 1869, 1245, 1910]
